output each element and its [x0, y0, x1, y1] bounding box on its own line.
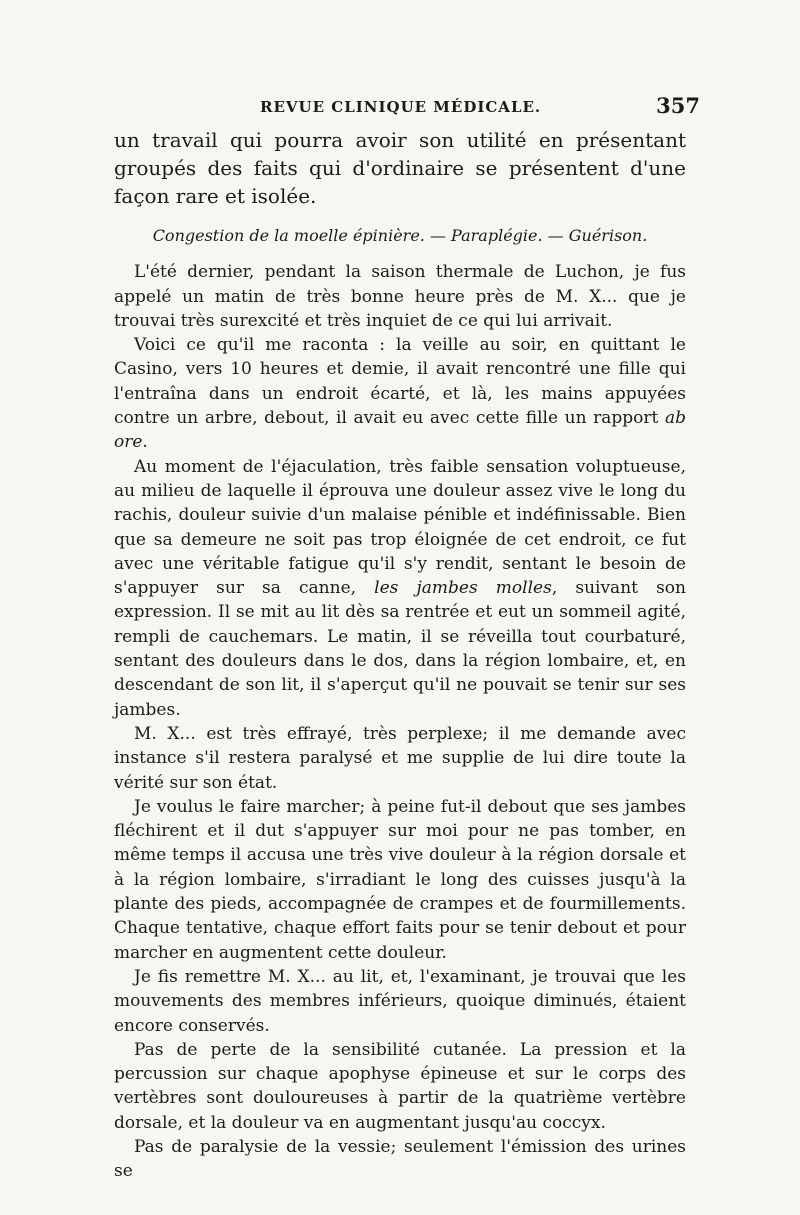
- paragraph-8: Pas de paralysie de la vessie; seulement l'émission des urines se: [114, 1136, 686, 1182]
- paragraph-2-end: .: [142, 432, 148, 453]
- paragraph-5: Je voulus le faire marcher; à peine fut-il debout que ses jambes fléchirent et il dut s'appuyer sur moi pour ne pas tomber, en même temps il accusa une très vive douleur à la région dorsale et à la région lombaire, s'irradiant le long des cuisses jusqu'à la plante des pieds, accompagnée de crampes et de fourmillements. Chaque tentative, chaque effort faits pour se tenir debout et pour marcher en augmentent cette douleur.: [114, 796, 686, 963]
- paragraph-2-italic: ab ore: [114, 408, 686, 453]
- paragraph-6: Je fis remettre M. X... au lit, et, l'examinant, je trouvai que les mouvements des membres inférieurs, quoique diminués, étaient encore conservés.: [114, 966, 686, 1036]
- paragraph-3-text: Au moment de l'éjaculation, très faible sensation voluptueuse, au milieu de laquelle il éprouva une douleur assez vive le long du rachis, douleur suivie d'un malaise pénible et indéfinissable. Bien que sa demeure ne soit pas trop éloignée de cet endroit, ce fut avec une véritable fatigue qu'il s'y rendit, sentant le besoin de s'appuyer sur sa canne,: [114, 456, 686, 599]
- paragraph-2: [114, 333, 686, 454]
- section-title: Congestion de la moelle épinière. — Paraplégie. — Guérison.: [152, 226, 648, 245]
- running-title: REVUE CLINIQUE MÉDICALE.: [260, 98, 542, 116]
- paragraph-4: M. X... est très effrayé, très perplexe; il me demande avec instance s'il restera paralysé et me supplie de lui dire toute la vérité sur son état.: [114, 723, 686, 793]
- paragraph-7: Pas de perte de la sensibilité cutanée. La pression et la percussion sur chaque apophyse épineuse et sur le corps des vertèbres sont douloureuses à partir de la quatrième vertèbre dorsale, et la douleur va en augmentant jusqu'au coccyx.: [114, 1039, 686, 1133]
- paragraph-3-end: , suivant son expression. Il se mit au lit dès sa rentrée et eut un sommeil agité, rempli de cauchemars. Le matin, il se réveilla tout courbaturé, sentant des douleurs dans le dos, dans la région lombaire, et, en descendant de son lit, il s'aperçut qu'il ne pouvait se tenir sur ses jambes.: [114, 578, 686, 720]
- paragraph-3-italic: les jambes molles: [374, 578, 552, 599]
- page-number: 357: [656, 93, 700, 118]
- page-body: [114, 126, 686, 1184]
- paragraph-2-text: Voici ce qu'il me raconta : la veille au soir, en quittant le Casino, vers 10 heures et demie, il avait rencontré une fille qui l'entraîna dans un endroit écarté, et là, les mains appuyées contre un arbre, debout, il avait eu avec cette fille un rapport: [114, 335, 686, 429]
- paragraph-3: [114, 455, 686, 722]
- paragraph-1: L'été dernier, pendant la saison thermale de Luchon, je fus appelé un matin de très bonne heure près de M. X... que je trouvai très surexcité et très inquiet de ce qui lui arrivait.: [114, 262, 686, 331]
- intro-paragraph: un travail qui pourra avoir son utilité en présentant groupés des faits qui d'ordinaire se présentent d'une façon rare et isolée.: [114, 128, 686, 208]
- page-header: [100, 93, 700, 120]
